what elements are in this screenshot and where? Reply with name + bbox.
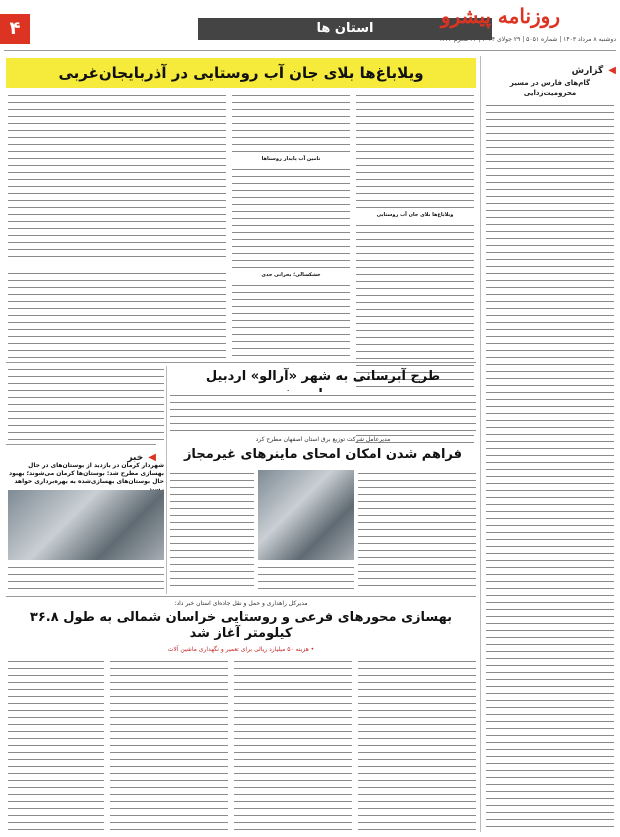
left-top-column	[8, 366, 164, 440]
report-body-column	[486, 102, 614, 832]
news-tab	[6, 444, 156, 461]
page-header	[0, 0, 620, 48]
isfahan-official-photo	[258, 470, 354, 560]
isfahan-body-left	[170, 470, 254, 590]
ardabil-title: طرح آبرسانی به شهر «آرالو» اردبیل	[205, 369, 441, 384]
banner-story-column-3a	[8, 92, 226, 262]
headline-banner	[6, 58, 476, 88]
report-tab-label: گزارش	[571, 66, 604, 76]
subhead-villa: ویلاباغ‌ها بلای جان آب روستایی	[376, 212, 454, 218]
khorasan-subtitle: • هزینه ۵۰ میلیارد ریالی برای تعمیر و نگهداری ماشین آلات	[167, 646, 315, 653]
khorasan-title: بهسازی محورهای فرعی و روستایی خراسان شمالی به طول ۳۶.۸ کیلومتر آغاز شد	[29, 610, 453, 641]
isfahan-kicker: مدیرعامل شرکت توزیع برق استان اصفهان مطرح کرد	[255, 436, 391, 443]
banner-story-column-2c	[232, 282, 350, 358]
isfahan-body-right	[358, 470, 476, 590]
khorasan-body-2	[234, 658, 352, 832]
section-title-bar: استان ها	[198, 18, 492, 40]
section-divider-2	[6, 596, 476, 597]
header-divider	[4, 50, 616, 51]
column-divider-right	[480, 56, 481, 832]
news-body	[8, 564, 164, 594]
news-headline: شهردار کرمان در بازدید از بوستان‌های در حال بهسازی مطرح شد: بوستان‌ها کرمان می‌شوند؛ بهبود حال بوستان‌های بهسازی‌شده به بهره‌برداری خواهد	[9, 462, 164, 485]
report-title: گام‌های فارس در مسیر محرومیت‌زدایی	[509, 79, 591, 97]
khorasan-body-3	[110, 658, 228, 832]
chevron-left-icon: ◀	[148, 452, 156, 463]
banner-story-column-1a	[356, 92, 474, 210]
khorasan-body-4	[8, 658, 104, 832]
page-number: ۴	[0, 14, 30, 44]
newspaper-logo: روزنامه پیشرو	[440, 4, 560, 28]
section-divider-1	[6, 362, 476, 363]
isfahan-body-below-photo	[258, 564, 354, 590]
isfahan-title: فراهم شدن امکان امحای ماینرهای غیرمجاز	[183, 447, 463, 462]
column-divider-left	[166, 366, 167, 594]
ardabil-body	[170, 392, 476, 432]
subhead-drought: خشکسالی؛ بحرانی جدی	[261, 272, 321, 278]
report-tab	[484, 58, 616, 74]
headline-title: ویلاباغ‌ها بلای جان آب روستایی در آذربایجان‌غربی	[58, 64, 424, 82]
news-photo	[8, 490, 164, 560]
subhead-water: تامین آب پایدار روستاها	[261, 156, 321, 162]
khorasan-kicker: مدیرکل راهداری و حمل و نقل جاده‌ای استان خبر داد:	[174, 600, 308, 607]
date-line: دوشنبه ۸ مرداد ۱۴۰۳ | شماره ۵۰۵۱ | ۲۹ جولای ۲۰۲۴ | ۲۲ محرم ۱۴۴۶	[439, 36, 616, 43]
chevron-left-icon: ◀	[608, 65, 616, 76]
banner-story-column-2b	[232, 166, 350, 270]
banner-story-column-3b	[8, 270, 226, 358]
news-tab-label: خبر	[127, 453, 144, 463]
khorasan-body-1	[358, 658, 476, 832]
banner-story-column-2a	[232, 92, 350, 154]
